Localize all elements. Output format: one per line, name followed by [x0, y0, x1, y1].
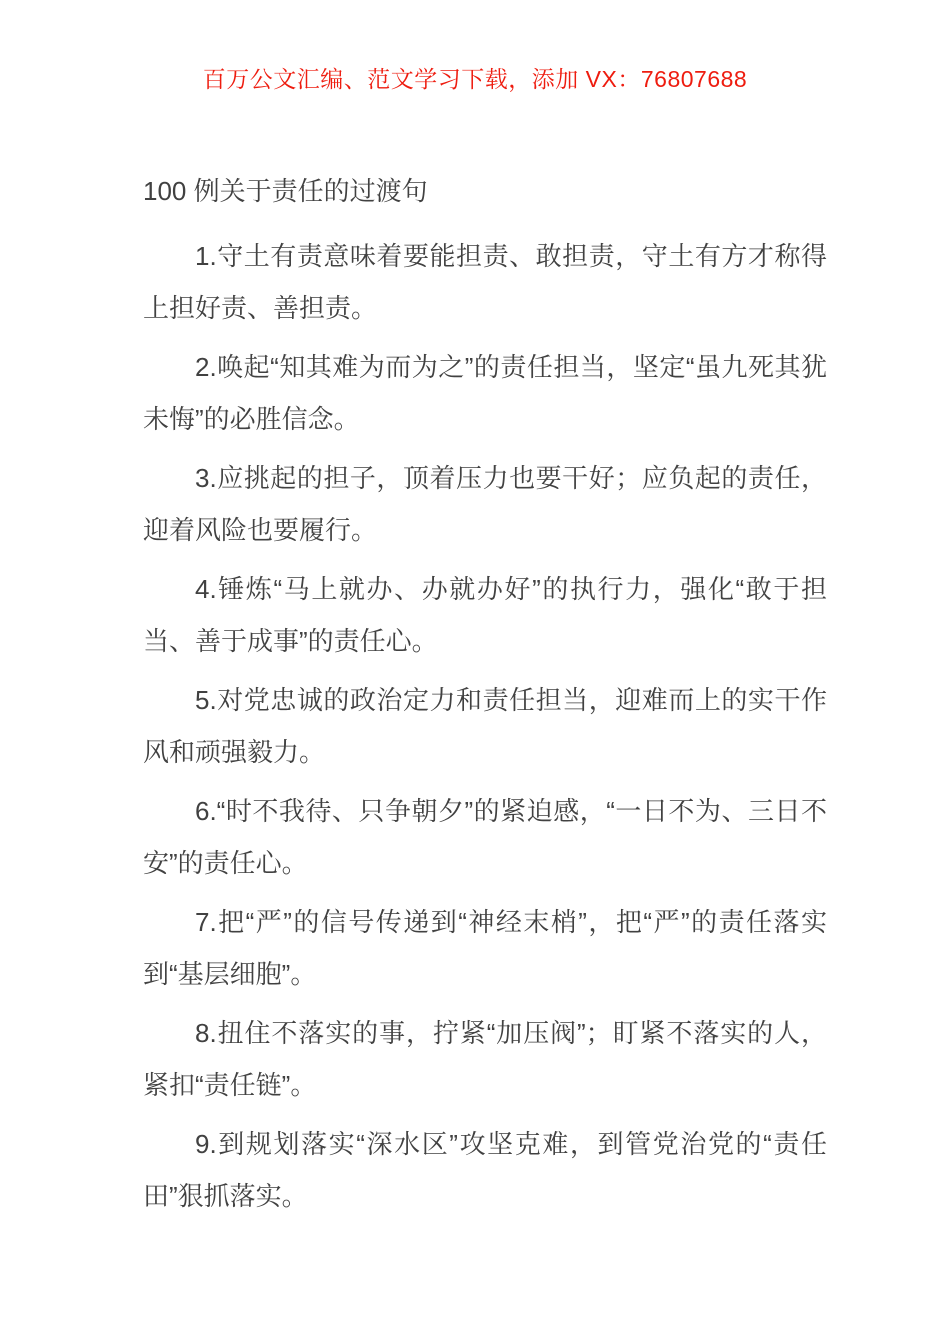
document-body [143, 165, 827, 1229]
transition-sentence-7: 7.把“严”的信号传递到“神经末梢”，把“严”的责任落实到“基层细胞”。 [143, 907, 827, 989]
page-title: 100 例关于责任的过渡句 [143, 176, 428, 206]
transition-sentence-5: 5.对党忠诚的政治定力和责任担当，迎难而上的实干作风和顽强毅力。 [143, 685, 827, 767]
transition-sentence-1: 1.守土有责意味着要能担责、敢担责，守土有方才称得上担好责、善担责。 [143, 241, 827, 323]
transition-sentence-4: 4.锤炼“马上就办、办就办好”的执行力，强化“敢于担当、善于成事”的责任心。 [143, 574, 827, 656]
transition-sentence-2: 2.唤起“知其难为而为之”的责任担当，坚定“虽九死其犹未悔”的必胜信念。 [143, 352, 827, 434]
transition-sentence-9: 9.到规划落实“深水区”攻坚克难，到管党治党的“责任田”狠抓落实。 [143, 1129, 827, 1211]
transition-sentence-8: 8.扭住不落实的事，拧紧“加压阀”；盯紧不落实的人，紧扣“责任链”。 [143, 1018, 827, 1100]
transition-sentence-3: 3.应挑起的担子，顶着压力也要干好；应负起的责任，迎着风险也要履行。 [143, 463, 827, 545]
promo-header-notice: 百万公文汇编、范文学习下载，添加 VX：76807688 [202, 66, 748, 92]
transition-sentence-6: 6.“时不我待、只争朝夕”的紧迫感，“一日不为、三日不安”的责任心。 [143, 796, 827, 878]
